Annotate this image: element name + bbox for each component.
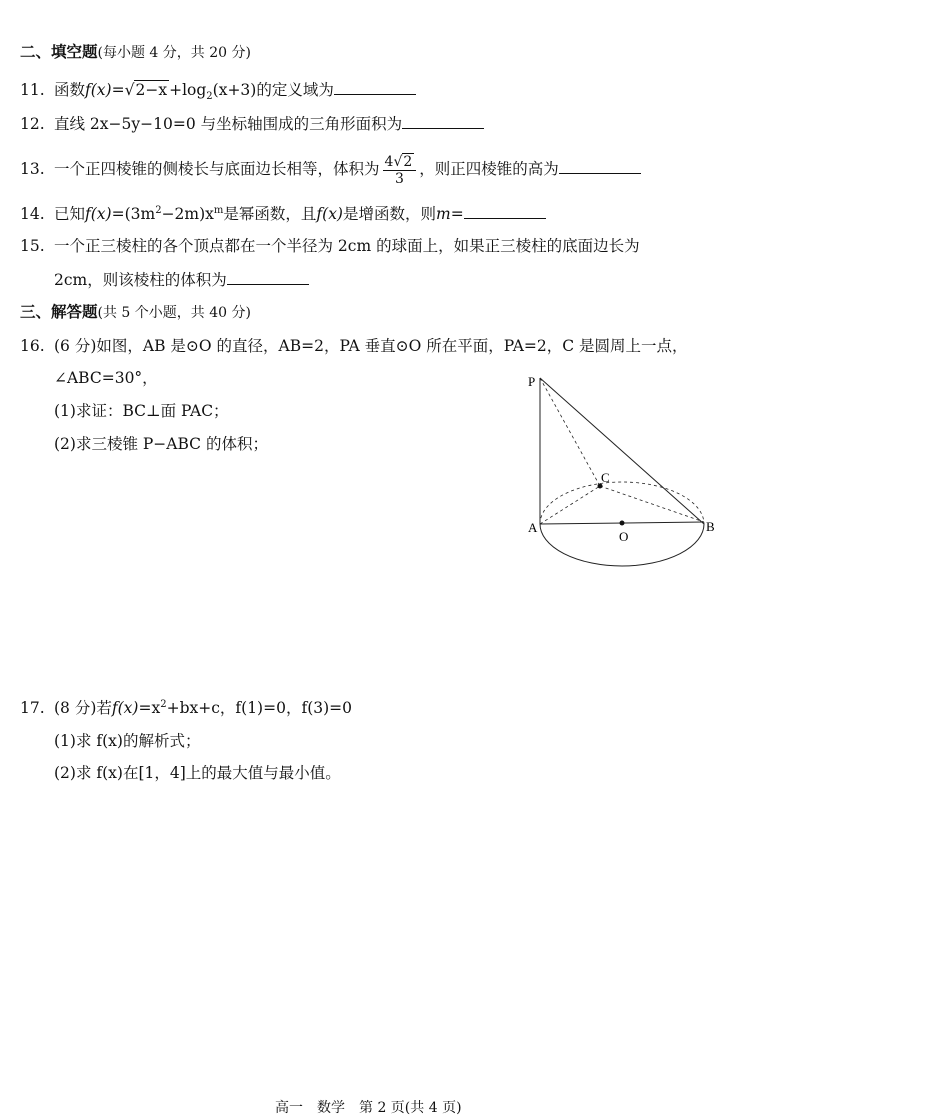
segment-bc — [600, 486, 704, 522]
circle-back-arc — [540, 482, 704, 524]
q17-condition-1: f(1)=0， — [235, 699, 302, 717]
q11-prefix: 函数 — [54, 81, 86, 99]
answer-blank[interactable] — [227, 270, 309, 285]
q17-expr-rest: +bx+c， — [166, 699, 236, 717]
q17-part-1: (1)求 f(x)的解析式； — [54, 732, 201, 750]
question-number: 12. — [20, 115, 45, 133]
q14-function: f(x) — [85, 205, 112, 223]
question-16 — [20, 336, 688, 356]
q16-part-2: (2)求三棱锥 P−ABC 的体积； — [54, 435, 268, 453]
fraction-denominator: 3 — [394, 170, 404, 187]
q11-log-base: 2 — [206, 91, 213, 103]
q16-line-1: (6 分)如图，AB 是⊙O 的直径，AB=2，PA 垂直⊙O 所在平面，PA=2，C 是圆周上一点， — [54, 337, 688, 355]
answer-blank[interactable] — [334, 80, 416, 95]
answer-blank[interactable] — [559, 159, 641, 174]
question-number: 16. — [20, 337, 45, 355]
q14-prefix: 已知 — [54, 205, 86, 223]
section-2-title: 二、填空题 — [20, 43, 98, 61]
q17-exponent: 2 — [160, 698, 167, 710]
label-c: C — [601, 470, 610, 485]
label-o: O — [619, 529, 629, 544]
q17-condition-2: f(3)=0 — [301, 699, 352, 717]
segment-pb — [540, 378, 704, 524]
point-o — [620, 521, 625, 526]
question-14 — [20, 204, 546, 224]
q11-suffix: 的定义域为 — [256, 81, 334, 99]
segment-pc — [540, 378, 600, 486]
q11-log: +log — [169, 81, 207, 99]
question-number: 13. — [20, 160, 45, 178]
answer-blank[interactable] — [464, 204, 546, 219]
q14-variable: m — [436, 205, 451, 223]
label-p: P — [528, 374, 536, 389]
question-number: 14. — [20, 205, 45, 223]
section-2-heading — [20, 42, 251, 63]
q17-function: f(x) — [111, 699, 139, 717]
label-a: A — [528, 520, 538, 535]
answer-blank[interactable] — [402, 114, 484, 129]
q17-prefix: (8 分)若 — [54, 699, 112, 717]
q14-equals: = — [450, 205, 464, 223]
section-2-note: (每小题 4 分，共 20 分) — [97, 45, 251, 61]
q14-function-2: f(x) — [316, 205, 343, 223]
segment-ac — [540, 486, 600, 524]
section-3-heading — [20, 302, 251, 323]
section-3-note: (共 5 个小题，共 40 分) — [97, 305, 251, 321]
question-12 — [20, 114, 484, 134]
sqrt-symbol: √ — [393, 153, 403, 170]
q14-middle-text: 是幂函数，且 — [223, 205, 317, 223]
q14-expr-2: −2m)x — [161, 205, 214, 223]
question-number: 17. — [20, 699, 45, 717]
question-number: 11. — [20, 81, 45, 99]
question-15-continued — [54, 270, 309, 290]
q14-suffix: 是增函数，则 — [342, 205, 436, 223]
q12-text: 直线 2x−5y−10=0 与坐标轴围成的三角形面积为 — [54, 115, 403, 133]
q17-part-2: (2)求 f(x)在[1，4]上的最大值与最小值。 — [54, 764, 341, 782]
question-17 — [20, 698, 352, 718]
q13-suffix: ，则正四棱锥的高为 — [419, 160, 559, 178]
question-number: 15. — [20, 237, 45, 255]
q11-equals: = — [111, 81, 125, 99]
question-11 — [20, 80, 416, 103]
section-3-title: 三、解答题 — [20, 303, 98, 321]
q11-log-arg: (x+3) — [212, 81, 257, 99]
q16-part-1: (1)求证：BC⊥面 PAC； — [54, 402, 229, 420]
q16-line-2: ∠ABC=30°， — [54, 369, 158, 387]
q13-prefix: 一个正四棱锥的侧棱长与底面边长相等，体积为 — [54, 160, 380, 178]
pyramid-figure — [520, 370, 730, 575]
q14-exp-1: 2 — [155, 204, 162, 216]
q14-exp-2: m — [213, 204, 224, 216]
q11-function: f(x) — [85, 81, 112, 99]
label-b: B — [706, 519, 715, 534]
fraction-radicand: 2 — [403, 153, 413, 170]
question-15 — [20, 236, 640, 256]
sqrt-symbol: √ — [124, 81, 135, 99]
volume-fraction — [383, 154, 417, 187]
q15-line-2: 2cm，则该棱柱的体积为 — [54, 271, 227, 289]
q17-expr: =x — [138, 699, 161, 717]
q11-radicand: 2−x — [135, 81, 168, 99]
q14-expr-1: =(3m — [111, 205, 156, 223]
question-13 — [20, 152, 641, 187]
q15-line-1: 一个正三棱柱的各个顶点都在一个半径为 2cm 的球面上，如果正三棱柱的底面边长为 — [54, 237, 640, 255]
page-footer: 高一 数学 第 2 页(共 4 页) — [275, 1100, 462, 1116]
fraction-coef: 4 — [384, 153, 394, 170]
